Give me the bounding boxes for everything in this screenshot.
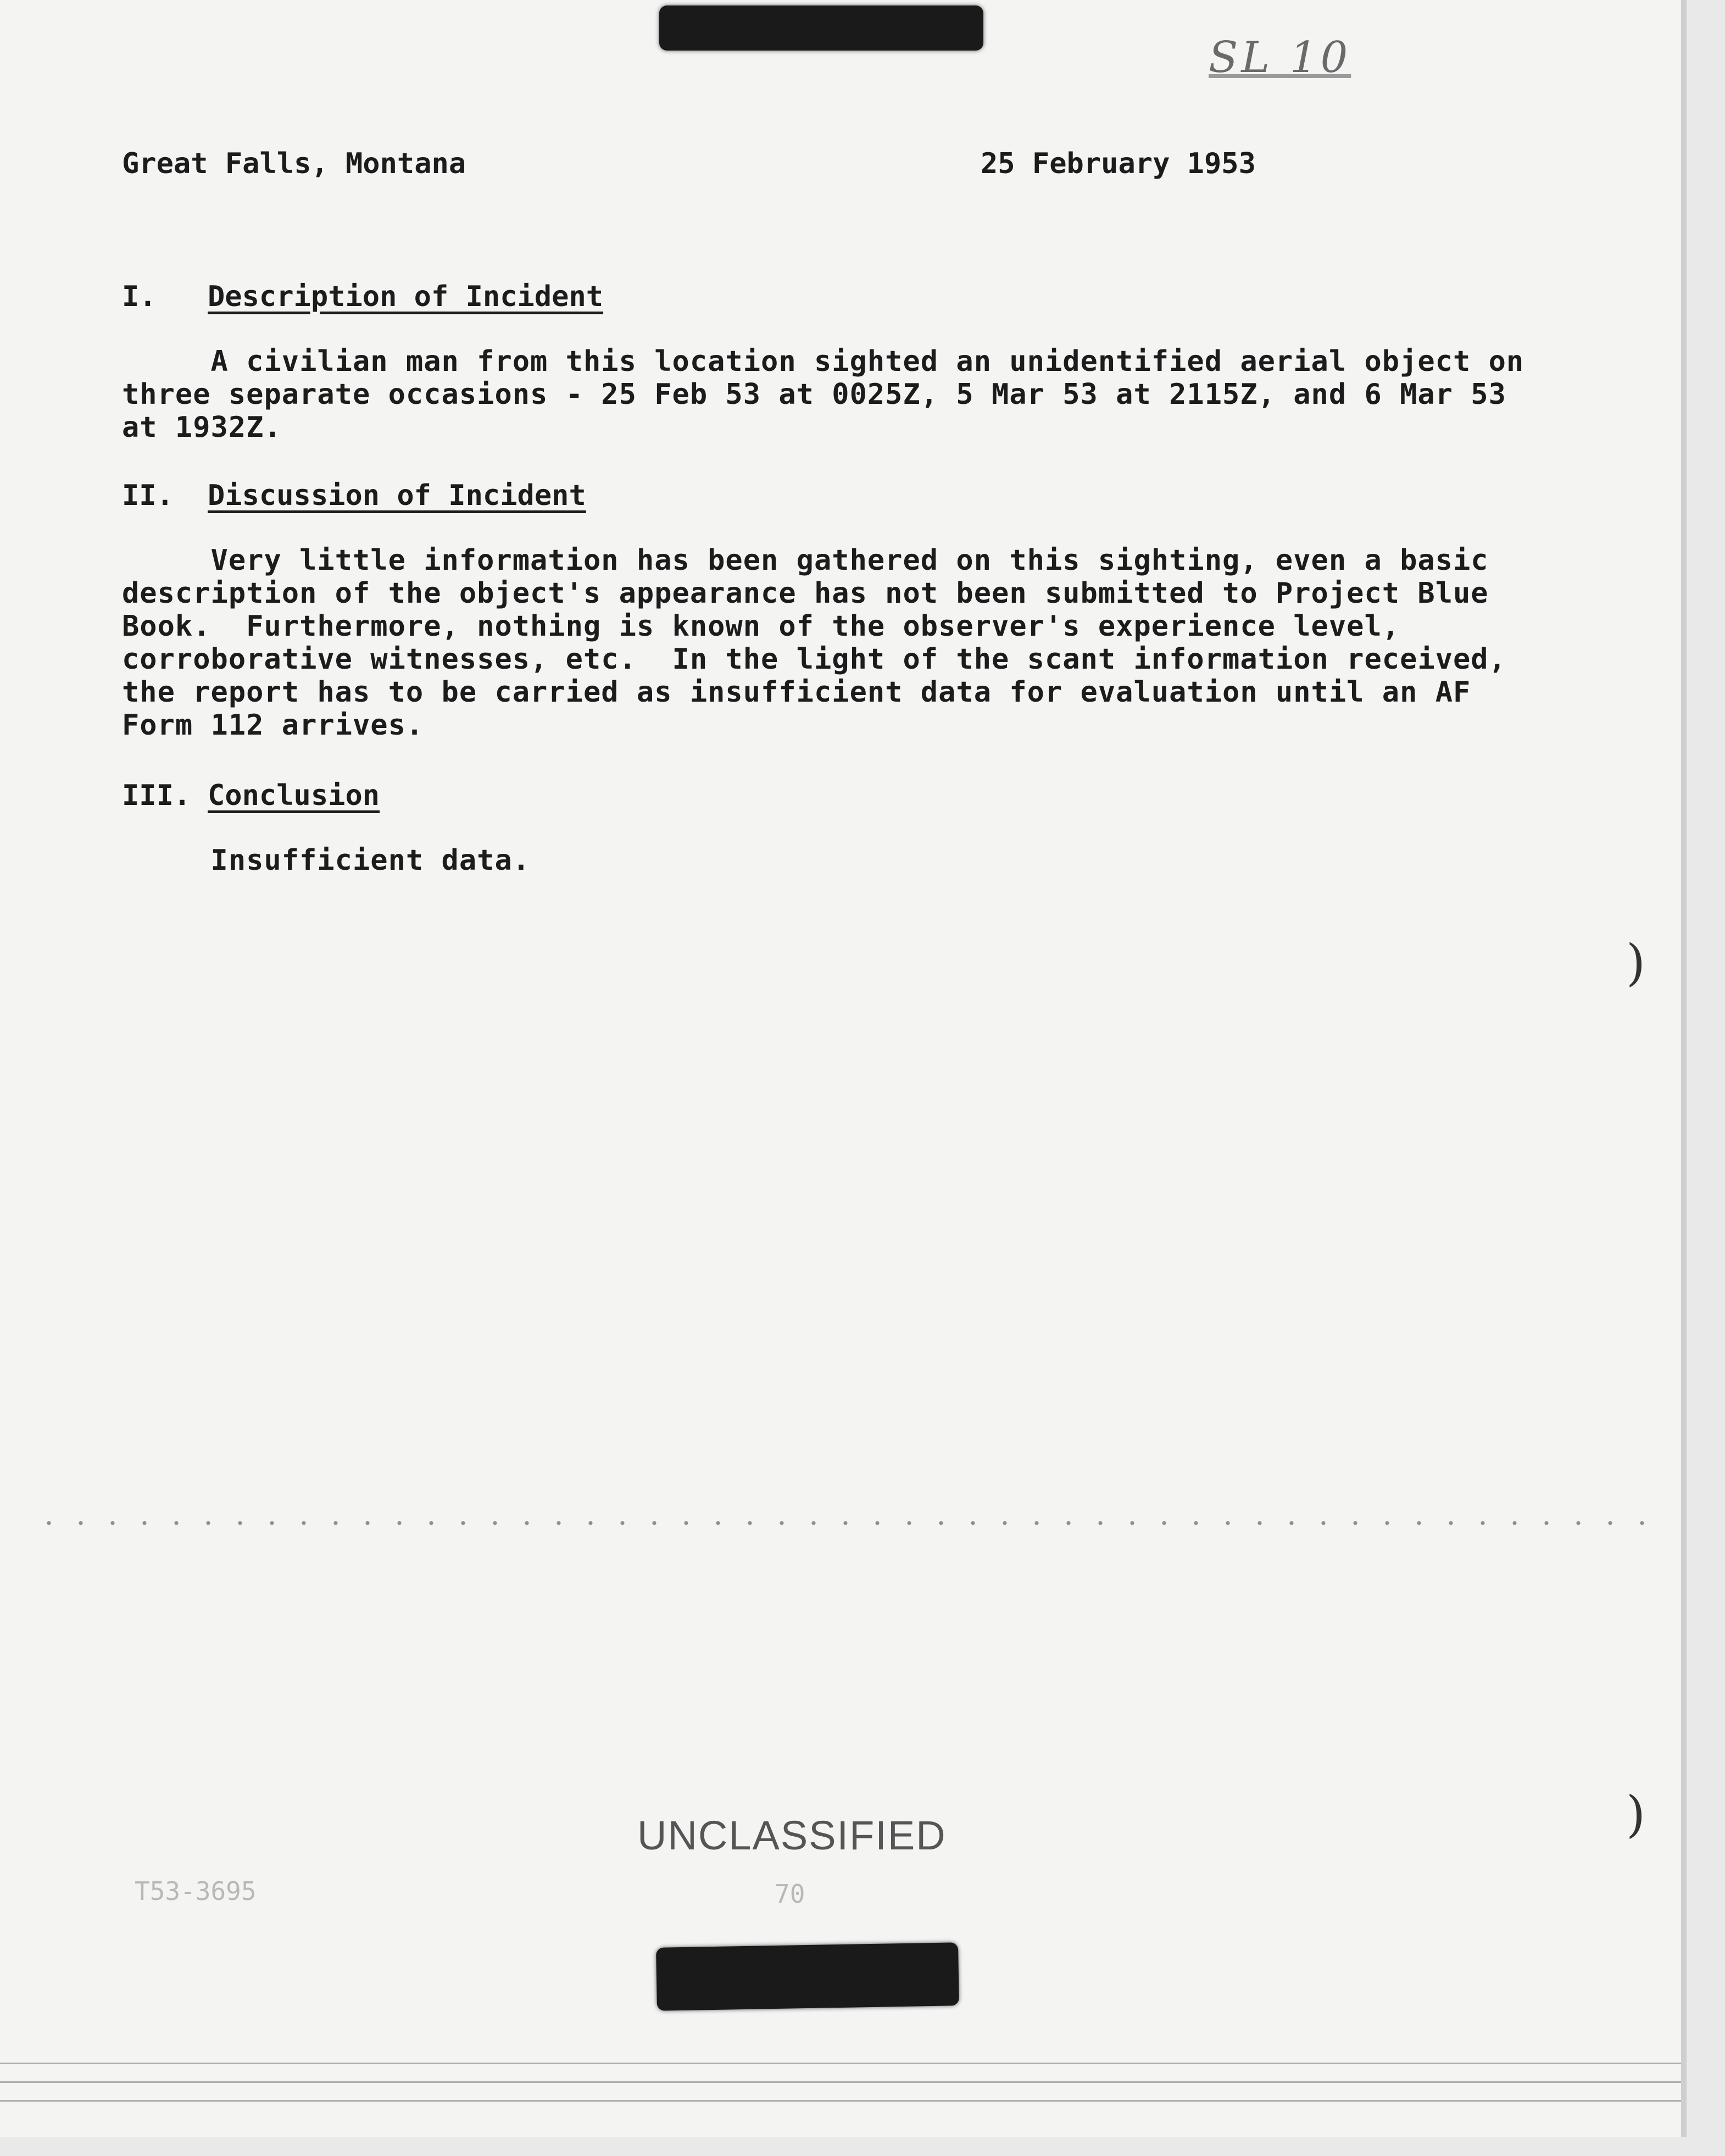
page-number: 70 [775, 1879, 805, 1909]
section-1-line: at 1932Z. [122, 411, 282, 444]
section-1-line: three separate occasions - 25 Feb 53 at 0025Z, 5 Mar 53 at 2115Z, and 6 Mar 53 [122, 378, 1506, 411]
classification-stamp: UNCLASSIFIED [637, 1813, 947, 1858]
section-3-title: Conclusion [208, 779, 380, 812]
section-2-line: Form 112 arrives. [122, 709, 424, 742]
section-2-title: Discussion of Incident [208, 479, 586, 512]
top-redaction-bar [659, 5, 983, 51]
section-1-title: Description of Incident [208, 280, 604, 313]
binder-hole-mark: ) [1626, 934, 1646, 992]
bottom-redaction-bar [656, 1942, 959, 2011]
section-2-line: description of the object's appearance has not been submitted to Project Blue [122, 577, 1489, 610]
scan-artifact-lines [0, 2055, 1681, 2115]
section-1-line: A civilian man from this location sighted an unidentified aerial object on [122, 345, 1524, 378]
location: Great Falls, Montana [122, 147, 466, 180]
handwritten-reference: SL 10 [1209, 33, 1351, 82]
section-2-numeral: II. [122, 479, 174, 512]
section-2-line: Very little information has been gathered on this sighting, even a basic [122, 544, 1489, 577]
document-date: 25 February 1953 [981, 147, 1256, 180]
document-number: T53-3695 [135, 1876, 257, 1906]
section-3-numeral: III. [122, 779, 191, 812]
perforation-line [33, 1516, 1670, 1530]
section-3-line: Insufficient data. [122, 844, 531, 877]
binder-hole-mark: ) [1626, 1786, 1646, 1843]
section-2-line: Book. Furthermore, nothing is known of the observer's experience level, [122, 610, 1400, 643]
section-1-numeral: I. [122, 280, 157, 313]
section-2-line: corroborative witnesses, etc. In the light of the scant information received, [122, 643, 1506, 676]
section-2-line: the report has to be carried as insufficient data for evaluation until an AF [122, 676, 1471, 709]
